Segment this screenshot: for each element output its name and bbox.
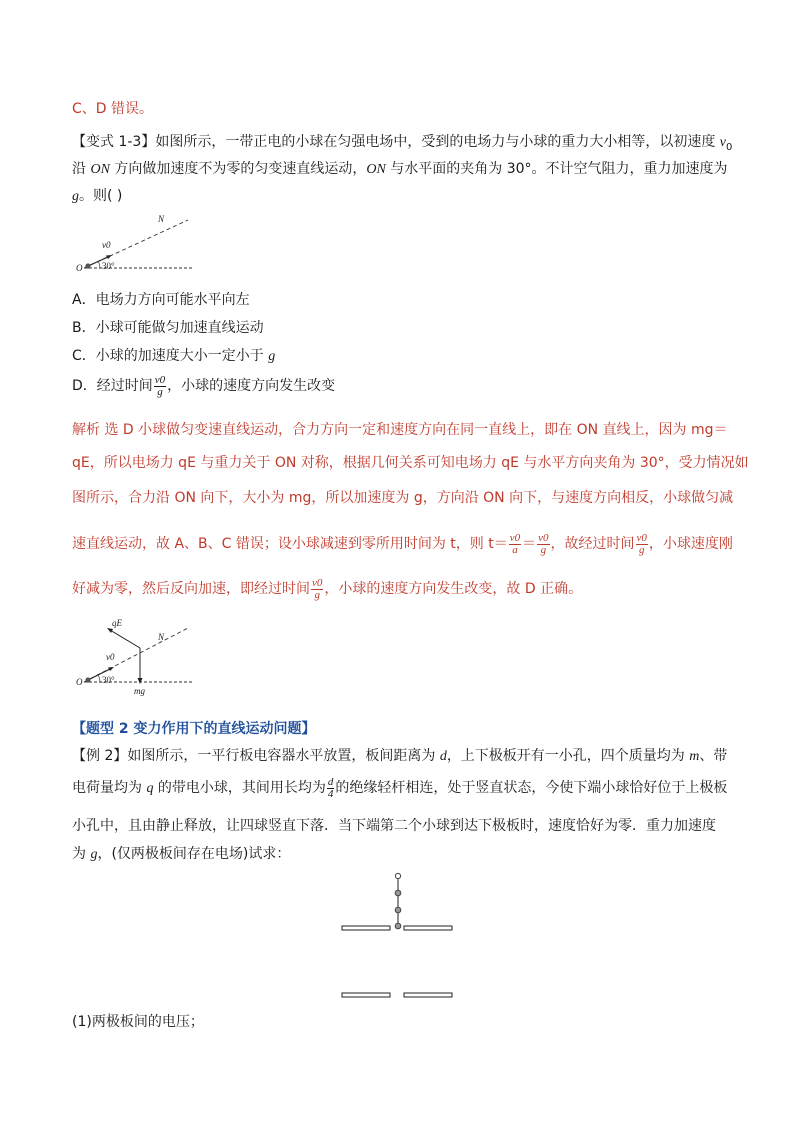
text: 方向做加速度不为零的匀变速直线运动， [109,161,367,177]
label-o: O [76,263,83,273]
m-symbol: m [689,749,700,764]
denominator: 4 [327,787,334,800]
denominator: g [540,543,547,556]
v0-symbol: v [719,135,726,150]
angle-arc [98,261,100,268]
numerator: d [327,775,334,788]
example-line-3: 小孔中，且由静止释放，让四球竖直下落．当下端第二个小球到达下极板时，速度恰好为零．重力加速度 [72,818,716,834]
g-symbol: g [90,847,98,862]
question-text: 【变式 1-3】如图所示，一带正电的小球在匀强电场中，受到的电场力与小球的重力大小相等，以初速度 [72,134,720,150]
ball-icon [395,873,400,878]
angle-arc [98,675,100,682]
ball-icon [395,923,401,929]
question-line-3 [72,186,122,207]
text: ，(仅两极板间存在电场)试求： [97,846,291,862]
ball-icon [85,677,90,682]
option-d [72,372,335,400]
on-symbol: ON [90,162,110,177]
figure-3-capacitor-diagram [336,870,466,1000]
option-a: A．电场力方向可能水平向左 [72,292,250,308]
question-line-1 [72,132,732,158]
on-symbol: ON [366,162,386,177]
analysis-line-3: 图所示，合力沿 ON 向下，大小为 mg，所以加速度为 g，方向沿 ON 向下，与速度方向相反，小球做匀减 [72,490,734,506]
label-n: N [158,632,165,642]
figure-1-diagram [76,210,206,274]
q-symbol: q [146,781,154,796]
option-b: B．小球可能做匀加速直线运动 [72,320,264,336]
label-v0: v0 [102,240,111,250]
text: 的绝缘轻杆相连，处于竖直状态，今使下端小球恰好位于上极板 [335,780,728,796]
text: 【例 2】如图所示，一平行板电容器水平放置，板间距离为 [72,748,440,764]
question-line-2 [72,159,728,180]
numerator: v0 [509,531,521,544]
analysis-line-1: 解析 选 D 小球做匀变速直线运动，合力方向一定和速度方向在同一直线上，即在 ON 直线上，因为 mg＝ [72,422,728,438]
numerator: v0 [538,531,549,544]
label-o: O [76,677,83,687]
text: 与水平面的夹角为 30°。不计空气阻力，重力加速度为 [385,161,728,177]
text: ，小球速度刚 [648,536,733,552]
section-heading: 【题型 2 变力作用下的直线运动问题】 [72,721,316,737]
prev-answer-line: C、D 错误。 [72,101,154,117]
arrowhead-icon [108,667,114,671]
text: 。则( ) [79,188,123,204]
label-angle: 30° [102,675,115,685]
label-n: N [158,214,165,224]
denominator: g [157,385,163,398]
d-symbol: d [439,749,447,764]
text: 好减为零，然后反向加速，即经过时间 [72,581,310,597]
fraction [154,375,166,398]
equals: ＝ [522,536,537,552]
ball-icon [395,907,401,913]
option-c [72,346,275,367]
text: ，上下极板开有一小孔，四个质量均为 [446,748,690,764]
lower-plate-left [342,993,390,997]
example-line-4 [72,844,290,865]
analysis-line-5 [72,575,582,603]
text: D．经过时间 [72,378,153,394]
fraction [537,533,549,556]
label-qe: qE [112,618,122,628]
ball-icon [85,263,90,268]
upper-plate-right [404,926,452,930]
text: 电荷量均为 [72,780,147,796]
g-symbol: g [72,189,79,204]
g-symbol: g [268,349,276,364]
text: ，小球的速度方向发生改变，故 D 正确。 [324,581,583,597]
text: ，小球的速度方向发生改变 [167,378,336,394]
fraction [311,578,323,601]
example-line-1 [72,746,727,767]
denominator: g [314,588,320,601]
analysis-line-4 [72,530,733,558]
arrowhead-icon [138,678,143,684]
v0-subscript: 0 [725,141,733,153]
text: 、带 [699,748,728,764]
text: ，故经过时间 [550,536,635,552]
lower-plate-right [404,993,452,997]
figure-2-force-diagram [76,614,206,696]
text: 为 [72,846,91,862]
label-v0: v0 [106,652,115,662]
arrowhead-icon [106,255,112,259]
denominator: g [638,543,645,556]
arrowhead-icon [107,628,113,633]
qe-force-arrow [110,630,140,648]
text: 的带电小球，其间用长均为 [153,780,326,796]
analysis-line-2: qE，所以电场力 qE 与重力关于 ON 对称，根据几何关系可知电场力 qE 与水平方向夹角为 30°，受力情况如 [72,455,749,471]
label-angle: 30° [102,261,115,271]
sub-question-1: (1)两极板间的电压； [72,1014,204,1030]
fraction [509,533,521,556]
fraction [636,533,648,556]
numerator: v0 [636,531,647,544]
upper-plate-left [342,926,390,930]
numerator: v0 [154,373,166,386]
text: 速直线运动，故 A、B、C 错误；设小球减速到零所用时间为 t，则 t＝ [72,536,508,552]
ball-icon [395,890,401,896]
numerator: v0 [312,576,323,589]
example-line-2 [72,774,727,803]
denominator: a [512,543,518,556]
text: 沿 [72,161,91,177]
fraction [327,777,335,800]
label-mg: mg [134,686,145,696]
text: C．小球的加速度大小一定小于 [72,348,269,364]
